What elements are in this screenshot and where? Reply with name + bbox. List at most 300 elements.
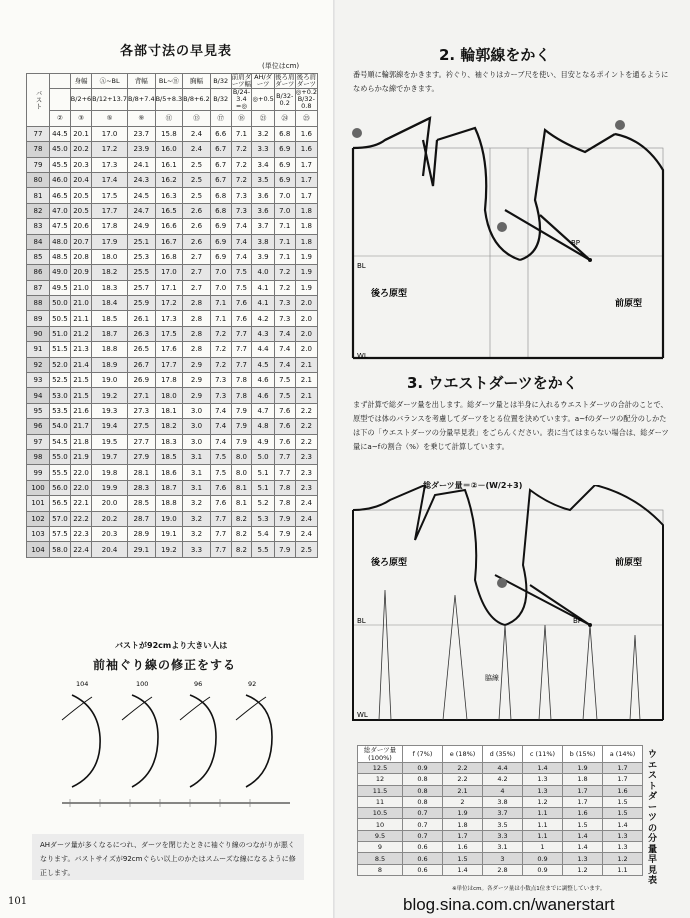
size-value: 51.0 [50, 326, 71, 341]
size-value: 7.2 [274, 265, 295, 280]
col-formula: ◎+0.5 [252, 89, 274, 111]
size-value: 1.8 [295, 203, 317, 218]
size-value: 26.3 [128, 326, 156, 341]
table-row [27, 419, 318, 434]
size-value: 4.5 [252, 357, 274, 372]
size-value: 20.3 [70, 157, 91, 172]
dart-value: 3.5 [483, 819, 523, 830]
size-value: 46.5 [50, 188, 71, 203]
size-value: 4.0 [252, 265, 274, 280]
size-value: 20.4 [92, 542, 128, 557]
size-value: 17.5 [92, 188, 128, 203]
bust-value: 89 [27, 311, 50, 326]
size-value: 21.0 [70, 280, 91, 295]
size-value: 55.0 [50, 449, 71, 464]
table-row [27, 326, 318, 341]
size-value: 18.2 [92, 265, 128, 280]
size-value: 19.3 [92, 403, 128, 418]
size-value: 16.8 [155, 249, 183, 264]
size-value: 7.1 [274, 249, 295, 264]
size-value: 8.0 [231, 465, 252, 480]
dart-value: 1.5 [603, 796, 643, 807]
size-value: 18.0 [92, 249, 128, 264]
dart-value: 0.6 [403, 853, 443, 864]
bust-value: 84 [27, 234, 50, 249]
size-value: 27.5 [128, 419, 156, 434]
size-value: 16.1 [155, 157, 183, 172]
size-value: 7.2 [210, 326, 231, 341]
section-3-title: ウエストダーツをかく [428, 374, 578, 392]
size-value: 45.5 [50, 157, 71, 172]
size-value: 1.9 [295, 280, 317, 295]
size-value: 5.4 [252, 526, 274, 541]
bust-value: 80 [27, 172, 50, 187]
size-value: 7.5 [210, 449, 231, 464]
size-value: 17.4 [92, 172, 128, 187]
size-value: 7.7 [210, 526, 231, 541]
size-value: 19.1 [155, 526, 183, 541]
size-value: 1.8 [295, 234, 317, 249]
size-value: 15.8 [155, 126, 183, 141]
table-row [27, 172, 318, 187]
size-value: 52.0 [50, 357, 71, 372]
size-value: 26.1 [128, 311, 156, 326]
col-num: ⑨ [128, 111, 156, 126]
size-value: 7.1 [274, 234, 295, 249]
size-value: 2.7 [183, 249, 211, 264]
size-value: 23.9 [128, 142, 156, 157]
dart-header: b (15%) [563, 746, 603, 763]
size-value: 18.6 [155, 465, 183, 480]
size-value: 21.0 [70, 296, 91, 311]
size-value: 16.5 [155, 203, 183, 218]
size-value: 27.9 [128, 449, 156, 464]
size-value: 7.9 [274, 511, 295, 526]
size-value: 7.3 [210, 388, 231, 403]
bust-value: 82 [27, 203, 50, 218]
dart-value: 1.6 [603, 785, 643, 796]
size-value: 16.7 [155, 234, 183, 249]
size-value: 3.2 [183, 496, 211, 511]
col-num: ⑪ [155, 111, 183, 126]
dart-formula: 総ダーツ量＝②－(W/2+3) [423, 481, 523, 490]
size-value: 2.7 [183, 265, 211, 280]
size-value: 52.5 [50, 373, 71, 388]
dart-value: 11.5 [358, 785, 403, 796]
size-value: 7.4 [210, 419, 231, 434]
table-row [27, 465, 318, 480]
size-value: 45.0 [50, 142, 71, 157]
size-value: 54.0 [50, 419, 71, 434]
size-value: 2.8 [183, 311, 211, 326]
col-header: B/32 [210, 74, 231, 89]
size-value: 17.3 [155, 311, 183, 326]
col-header: BL~Ⓑ [155, 74, 183, 89]
size-value: 51.5 [50, 342, 71, 357]
size-value: 6.9 [210, 249, 231, 264]
size-value: 18.1 [155, 403, 183, 418]
bl-label-2: BL [357, 617, 366, 625]
size-value: 50.0 [50, 296, 71, 311]
size-value: 2.3 [295, 465, 317, 480]
dart-value: 0.9 [403, 763, 443, 774]
col-num: ㉕ [295, 111, 317, 126]
dart-value: 11 [358, 796, 403, 807]
size-value: 18.3 [155, 434, 183, 449]
size-value: 27.7 [128, 434, 156, 449]
size-value: 6.8 [210, 188, 231, 203]
col-num: ㉔ [274, 111, 295, 126]
size-value: 2.1 [295, 388, 317, 403]
size-value: 7.7 [274, 465, 295, 480]
size-value: 7.4 [231, 249, 252, 264]
size-value: 20.2 [70, 142, 91, 157]
dart-value: 1.4 [563, 830, 603, 841]
section-2-number: 2. [439, 46, 456, 64]
dart-value: 0.8 [403, 796, 443, 807]
size-value: 7.9 [231, 419, 252, 434]
size-value: 7.2 [231, 172, 252, 187]
size-value: 4.1 [252, 280, 274, 295]
size-value: 20.1 [70, 126, 91, 141]
size-value: 7.9 [231, 434, 252, 449]
bust-value: 90 [27, 326, 50, 341]
size-value: 2.5 [295, 542, 317, 557]
size-value: 7.1 [231, 126, 252, 141]
size-value: 2.4 [295, 496, 317, 511]
point-g-2 [497, 578, 507, 588]
dart-value: 3.8 [483, 796, 523, 807]
table-row [27, 526, 318, 541]
dart-row [358, 853, 643, 864]
size-value: 16.3 [155, 188, 183, 203]
curve-label-92: 92 [248, 680, 257, 688]
size-value: 28.7 [128, 511, 156, 526]
size-value: 2.9 [183, 357, 211, 372]
size-value: 7.6 [210, 480, 231, 495]
size-value: 3.6 [252, 188, 274, 203]
size-value: 17.0 [155, 265, 183, 280]
size-value: 6.8 [210, 203, 231, 218]
size-value: 3.2 [252, 126, 274, 141]
col-formula: B/12+13.7 [92, 89, 128, 111]
size-value: 21.8 [70, 434, 91, 449]
size-value: 4.3 [252, 326, 274, 341]
size-value: 8.1 [231, 496, 252, 511]
size-value: 7.7 [210, 542, 231, 557]
dart-header: a (14%) [603, 746, 643, 763]
dart-value: 1.3 [603, 830, 643, 841]
bust-value: 85 [27, 249, 50, 264]
dart-diagram [345, 485, 685, 735]
size-value: 2.6 [183, 219, 211, 234]
size-value: 16.2 [155, 172, 183, 187]
size-value: 7.2 [231, 157, 252, 172]
table-row [27, 357, 318, 372]
size-value: 5.3 [252, 511, 274, 526]
dart-value: 0.7 [403, 808, 443, 819]
size-value: 7.0 [210, 265, 231, 280]
dart-value: 1.1 [603, 864, 643, 875]
dart-value: 1.6 [563, 808, 603, 819]
size-table-title: 各部寸法の早見表 [120, 44, 233, 59]
dart-value: 0.9 [523, 853, 563, 864]
size-value: 8.2 [231, 511, 252, 526]
size-value: 22.3 [70, 526, 91, 541]
size-value: 19.5 [92, 434, 128, 449]
size-value: 2.4 [183, 126, 211, 141]
size-value: 7.5 [274, 373, 295, 388]
dart-value: 1.3 [563, 853, 603, 864]
size-value: 16.0 [155, 142, 183, 157]
dart-value: 1.3 [523, 785, 563, 796]
corner-label: バスト [27, 74, 50, 127]
size-value: 20.5 [70, 188, 91, 203]
size-value: 7.5 [274, 388, 295, 403]
size-value: 19.7 [92, 449, 128, 464]
size-value: 7.3 [231, 203, 252, 218]
dart-value: 4 [483, 785, 523, 796]
size-value: 25.3 [128, 249, 156, 264]
dart-value: 4.4 [483, 763, 523, 774]
dart-row [358, 785, 643, 796]
dart-header: 総ダーツ量 (100%) [358, 746, 403, 763]
size-value: 17.9 [92, 234, 128, 249]
curve-label-104: 104 [76, 680, 89, 688]
size-value: 2.4 [295, 526, 317, 541]
dart-value: 1.7 [603, 763, 643, 774]
size-value: 2.8 [183, 342, 211, 357]
size-value: 1.6 [295, 126, 317, 141]
size-value: 55.5 [50, 465, 71, 480]
dart-row [358, 864, 643, 875]
col-header: 胸幅 [183, 74, 211, 89]
col-formula: B/8+7.4 [128, 89, 156, 111]
dart-value: 1.3 [603, 842, 643, 853]
size-value: 7.9 [274, 542, 295, 557]
size-value: 7.6 [274, 434, 295, 449]
size-value: 18.0 [155, 388, 183, 403]
size-value: 7.5 [231, 280, 252, 295]
size-value: 2.6 [183, 234, 211, 249]
size-value: 7.7 [274, 449, 295, 464]
table-row [27, 373, 318, 388]
dart-row [358, 796, 643, 807]
size-value: 4.2 [252, 311, 274, 326]
header-spacer [50, 74, 71, 89]
size-value: 1.6 [295, 142, 317, 157]
bust-value: 78 [27, 142, 50, 157]
size-value: 47.5 [50, 219, 71, 234]
size-value: 28.1 [128, 465, 156, 480]
size-value: 25.5 [128, 265, 156, 280]
dart-value: 2.2 [443, 763, 483, 774]
table-row [27, 449, 318, 464]
size-value: 22.2 [70, 511, 91, 526]
table-row [27, 142, 318, 157]
col-header: 後ろ肩ダーツ [296, 73, 317, 89]
armhole-curves-diagram [40, 675, 310, 825]
size-value: 2.8 [183, 296, 211, 311]
size-value: 18.3 [92, 280, 128, 295]
size-value: 21.9 [70, 449, 91, 464]
dart-value: 2 [443, 796, 483, 807]
size-value: 29.1 [128, 542, 156, 557]
dart-value: 3.7 [483, 808, 523, 819]
size-value: 28.3 [128, 480, 156, 495]
point-a [352, 128, 362, 138]
dart-value: 0.7 [403, 830, 443, 841]
size-value: 7.4 [274, 357, 295, 372]
table-row [27, 542, 318, 557]
size-value: 16.6 [155, 219, 183, 234]
size-value: 7.4 [274, 342, 295, 357]
size-value: 22.1 [70, 496, 91, 511]
size-value: 7.3 [274, 311, 295, 326]
dart-value: 1.8 [443, 819, 483, 830]
size-value: 17.6 [155, 342, 183, 357]
size-value: 7.8 [231, 373, 252, 388]
size-value: 24.9 [128, 219, 156, 234]
size-value: 20.5 [70, 203, 91, 218]
dart-value: 1.1 [523, 819, 563, 830]
size-value: 6.8 [274, 126, 295, 141]
size-value: 3.7 [252, 219, 274, 234]
size-value: 25.7 [128, 280, 156, 295]
size-value: 1.7 [295, 172, 317, 187]
dart-value: 0.8 [403, 785, 443, 796]
size-value: 18.7 [155, 480, 183, 495]
bust-value: 103 [27, 526, 50, 541]
col-header: AH/ダーツ [252, 74, 274, 89]
side-line-label: 脇線 [485, 674, 499, 682]
table-row [27, 203, 318, 218]
size-value: 3.2 [183, 511, 211, 526]
dart-value: 4.2 [483, 774, 523, 785]
col-num: ⑱ [231, 111, 252, 126]
size-value: 17.7 [92, 203, 128, 218]
size-value: 4.8 [252, 419, 274, 434]
dart-value: 0.7 [403, 819, 443, 830]
size-value: 2.4 [183, 142, 211, 157]
size-value: 2.4 [295, 511, 317, 526]
size-value: 6.9 [210, 219, 231, 234]
size-value: 5.0 [252, 449, 274, 464]
size-value: 28.9 [128, 526, 156, 541]
header-spacer [50, 89, 71, 111]
size-value: 21.3 [70, 342, 91, 357]
size-value: 7.4 [231, 219, 252, 234]
size-value: 2.1 [295, 357, 317, 372]
size-value: 56.5 [50, 496, 71, 511]
bust-value: 104 [27, 542, 50, 557]
table-row [27, 234, 318, 249]
size-value: 3.0 [183, 419, 211, 434]
bust-value: 99 [27, 465, 50, 480]
size-value: 7.8 [274, 496, 295, 511]
size-value: 7.1 [210, 311, 231, 326]
size-value: 47.0 [50, 203, 71, 218]
dart-row [358, 808, 643, 819]
size-value: 57.0 [50, 511, 71, 526]
size-value: 18.9 [92, 357, 128, 372]
size-value: 21.1 [70, 311, 91, 326]
col-num: ⑬ [183, 111, 211, 126]
size-value: 7.1 [274, 219, 295, 234]
size-value: 3.3 [252, 142, 274, 157]
col-num: ⑰ [210, 111, 231, 126]
size-value: 21.5 [70, 388, 91, 403]
size-value: 25.1 [128, 234, 156, 249]
curve-subheading: バストが92cmより大きい人は [115, 641, 228, 650]
front-label-1: 前原型 [615, 299, 643, 309]
table-row [27, 157, 318, 172]
size-value: 19.0 [155, 511, 183, 526]
size-value: 4.6 [252, 388, 274, 403]
size-value: 19.0 [92, 373, 128, 388]
size-value: 17.0 [92, 126, 128, 141]
dart-value: 1 [523, 842, 563, 853]
size-value: 19.2 [155, 542, 183, 557]
dart-value: 12 [358, 774, 403, 785]
size-value: 17.3 [92, 157, 128, 172]
col-header: Ⓐ~BL [92, 74, 128, 89]
col-num: ㉑ [252, 111, 274, 126]
size-value: 3.1 [183, 465, 211, 480]
size-value: 57.5 [50, 526, 71, 541]
size-value: 26.7 [128, 357, 156, 372]
section-3-text: まず計算で総ダーツ量を出します。総ダーツ量とは半身に入れるウエストダーツの合計のことで、原型では体のバランスを考慮してダーツをとる位置を決めています。a~fのダーツの配分のしかたは下の「ウエストダーツの分量早見表」をごらんください。表に当てはまらない場合は、総ダーツ量にa~fの割合（%）を乗じて計算しています。 [353, 400, 669, 451]
size-value: 18.5 [92, 311, 128, 326]
size-value: 2.1 [295, 373, 317, 388]
size-value: 7.3 [274, 296, 295, 311]
size-value: 2.7 [183, 280, 211, 295]
size-value: 1.7 [295, 188, 317, 203]
size-value: 18.7 [92, 326, 128, 341]
size-value: 20.7 [70, 234, 91, 249]
size-value: 17.8 [92, 219, 128, 234]
size-value: 18.2 [155, 419, 183, 434]
size-value: 1.9 [295, 249, 317, 264]
size-value: 4.1 [252, 296, 274, 311]
bust-value: 92 [27, 357, 50, 372]
size-value: 24.5 [128, 188, 156, 203]
table-row [27, 188, 318, 203]
size-value: 2.2 [295, 403, 317, 418]
dart-value: 1.8 [563, 774, 603, 785]
wl-label-2: WL [357, 711, 368, 719]
dart-value: 1.2 [563, 864, 603, 875]
dart-value: 1.1 [523, 808, 563, 819]
size-value: 26.9 [128, 373, 156, 388]
size-value: 4.9 [252, 434, 274, 449]
bust-value: 95 [27, 403, 50, 418]
dart-value: 0.8 [403, 774, 443, 785]
point-b [615, 120, 625, 130]
curve-label-100: 100 [136, 680, 149, 688]
section-2-title: 輪郭線をかく [460, 46, 551, 64]
outline-diagram [345, 100, 685, 365]
size-value: 53.0 [50, 388, 71, 403]
size-value: 17.1 [155, 280, 183, 295]
size-value: 7.4 [210, 403, 231, 418]
size-value: 2.6 [183, 203, 211, 218]
dart-row [358, 830, 643, 841]
size-value: 49.5 [50, 280, 71, 295]
table-row [27, 480, 318, 495]
dart-value: 8.5 [358, 853, 403, 864]
table-row [27, 219, 318, 234]
